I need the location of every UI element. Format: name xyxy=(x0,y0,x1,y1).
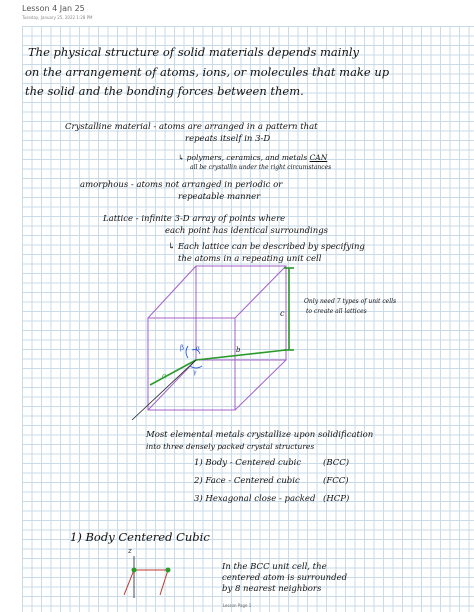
amorphous-line-1: amorphous - atoms not arranged in periodic or xyxy=(80,180,283,190)
axis-b xyxy=(196,350,286,360)
list-item-hcp-abbr: (HCP) xyxy=(323,494,350,504)
label-beta: β xyxy=(180,344,185,352)
list-item-fcc-abbr: (FCC) xyxy=(323,476,349,486)
arrow-note-line-2: all be crystallin under the right circumstances xyxy=(190,164,332,171)
crystalline-line-1: Crystalline material - atoms are arranged in a pattern that xyxy=(65,122,318,132)
metals-line-2: into three densely packed crystal structures xyxy=(146,442,315,451)
intro-line-1: The physical structure of solid materials depends mainly xyxy=(28,45,360,59)
bcc-edge xyxy=(124,570,134,595)
lattice-note-line-2: the atoms in a repeating unit cell xyxy=(178,254,322,264)
angle-beta-arc xyxy=(186,346,188,358)
bcc-edge xyxy=(160,570,168,595)
lattice-line-1: Lattice - infinite 3-D array of points where xyxy=(103,214,286,224)
label-b: b xyxy=(236,346,241,354)
cube-edge xyxy=(148,360,196,410)
lattice-note-line-1: ↳ Each lattice can be described by specifying xyxy=(168,242,365,252)
cube-edge xyxy=(235,360,286,410)
metals-line-1: Most elemental metals crystallize upon solidification xyxy=(146,430,374,440)
bcc-heading: 1) Body Centered Cubic xyxy=(70,530,210,544)
bcc-corner-atom xyxy=(166,568,171,573)
list-item-bcc: 1) Body - Centered cubic xyxy=(194,458,302,468)
can-emphasis: CAN xyxy=(309,153,328,162)
arrow-note-text: ↳ polymers, ceramics, and metals xyxy=(178,153,310,162)
axis-line-black xyxy=(132,360,196,420)
label-a: a xyxy=(162,372,167,380)
label-c: c xyxy=(280,309,285,318)
crystalline-line-2: repeats itself in 3-D xyxy=(185,134,271,144)
amorphous-line-2: repeatable manner xyxy=(178,192,261,202)
bcc-note-line-2: centered atom is surrounded xyxy=(222,573,348,583)
page-timestamp: Tuesday, January 25, 2022 1:28 PM xyxy=(22,15,93,20)
intro-line-3: the solid and the bonding forces between them. xyxy=(25,84,304,98)
label-z: z xyxy=(128,547,132,555)
intro-line-2: on the arrangement of atoms, ions, or molecules that make up xyxy=(25,65,390,79)
cube-edge xyxy=(235,266,286,318)
side-note-line-1: Only need 7 types of unit cells xyxy=(304,298,397,305)
label-alpha: α xyxy=(196,345,201,352)
list-item-bcc-abbr: (BCC) xyxy=(323,458,350,468)
bcc-note-line-3: by 8 nearest neighbors xyxy=(222,584,322,594)
list-item-fcc: 2) Face - Centered cubic xyxy=(194,476,300,486)
bcc-corner-atom xyxy=(132,568,137,573)
bcc-note-line-1: In the BCC unit cell, the xyxy=(222,562,327,572)
page-title: Lesson 4 Jan 25 xyxy=(22,4,85,13)
angle-gamma-arc xyxy=(190,366,202,368)
label-gamma: γ xyxy=(193,369,197,376)
page-footer: Lesson Page 1 xyxy=(222,603,252,608)
cube-edge xyxy=(148,266,196,318)
side-note-line-2: to create all lattices xyxy=(306,308,367,315)
lattice-line-2: each point has identical surroundings xyxy=(165,226,329,236)
list-item-hcp: 3) Hexagonal close - packed xyxy=(194,494,316,504)
